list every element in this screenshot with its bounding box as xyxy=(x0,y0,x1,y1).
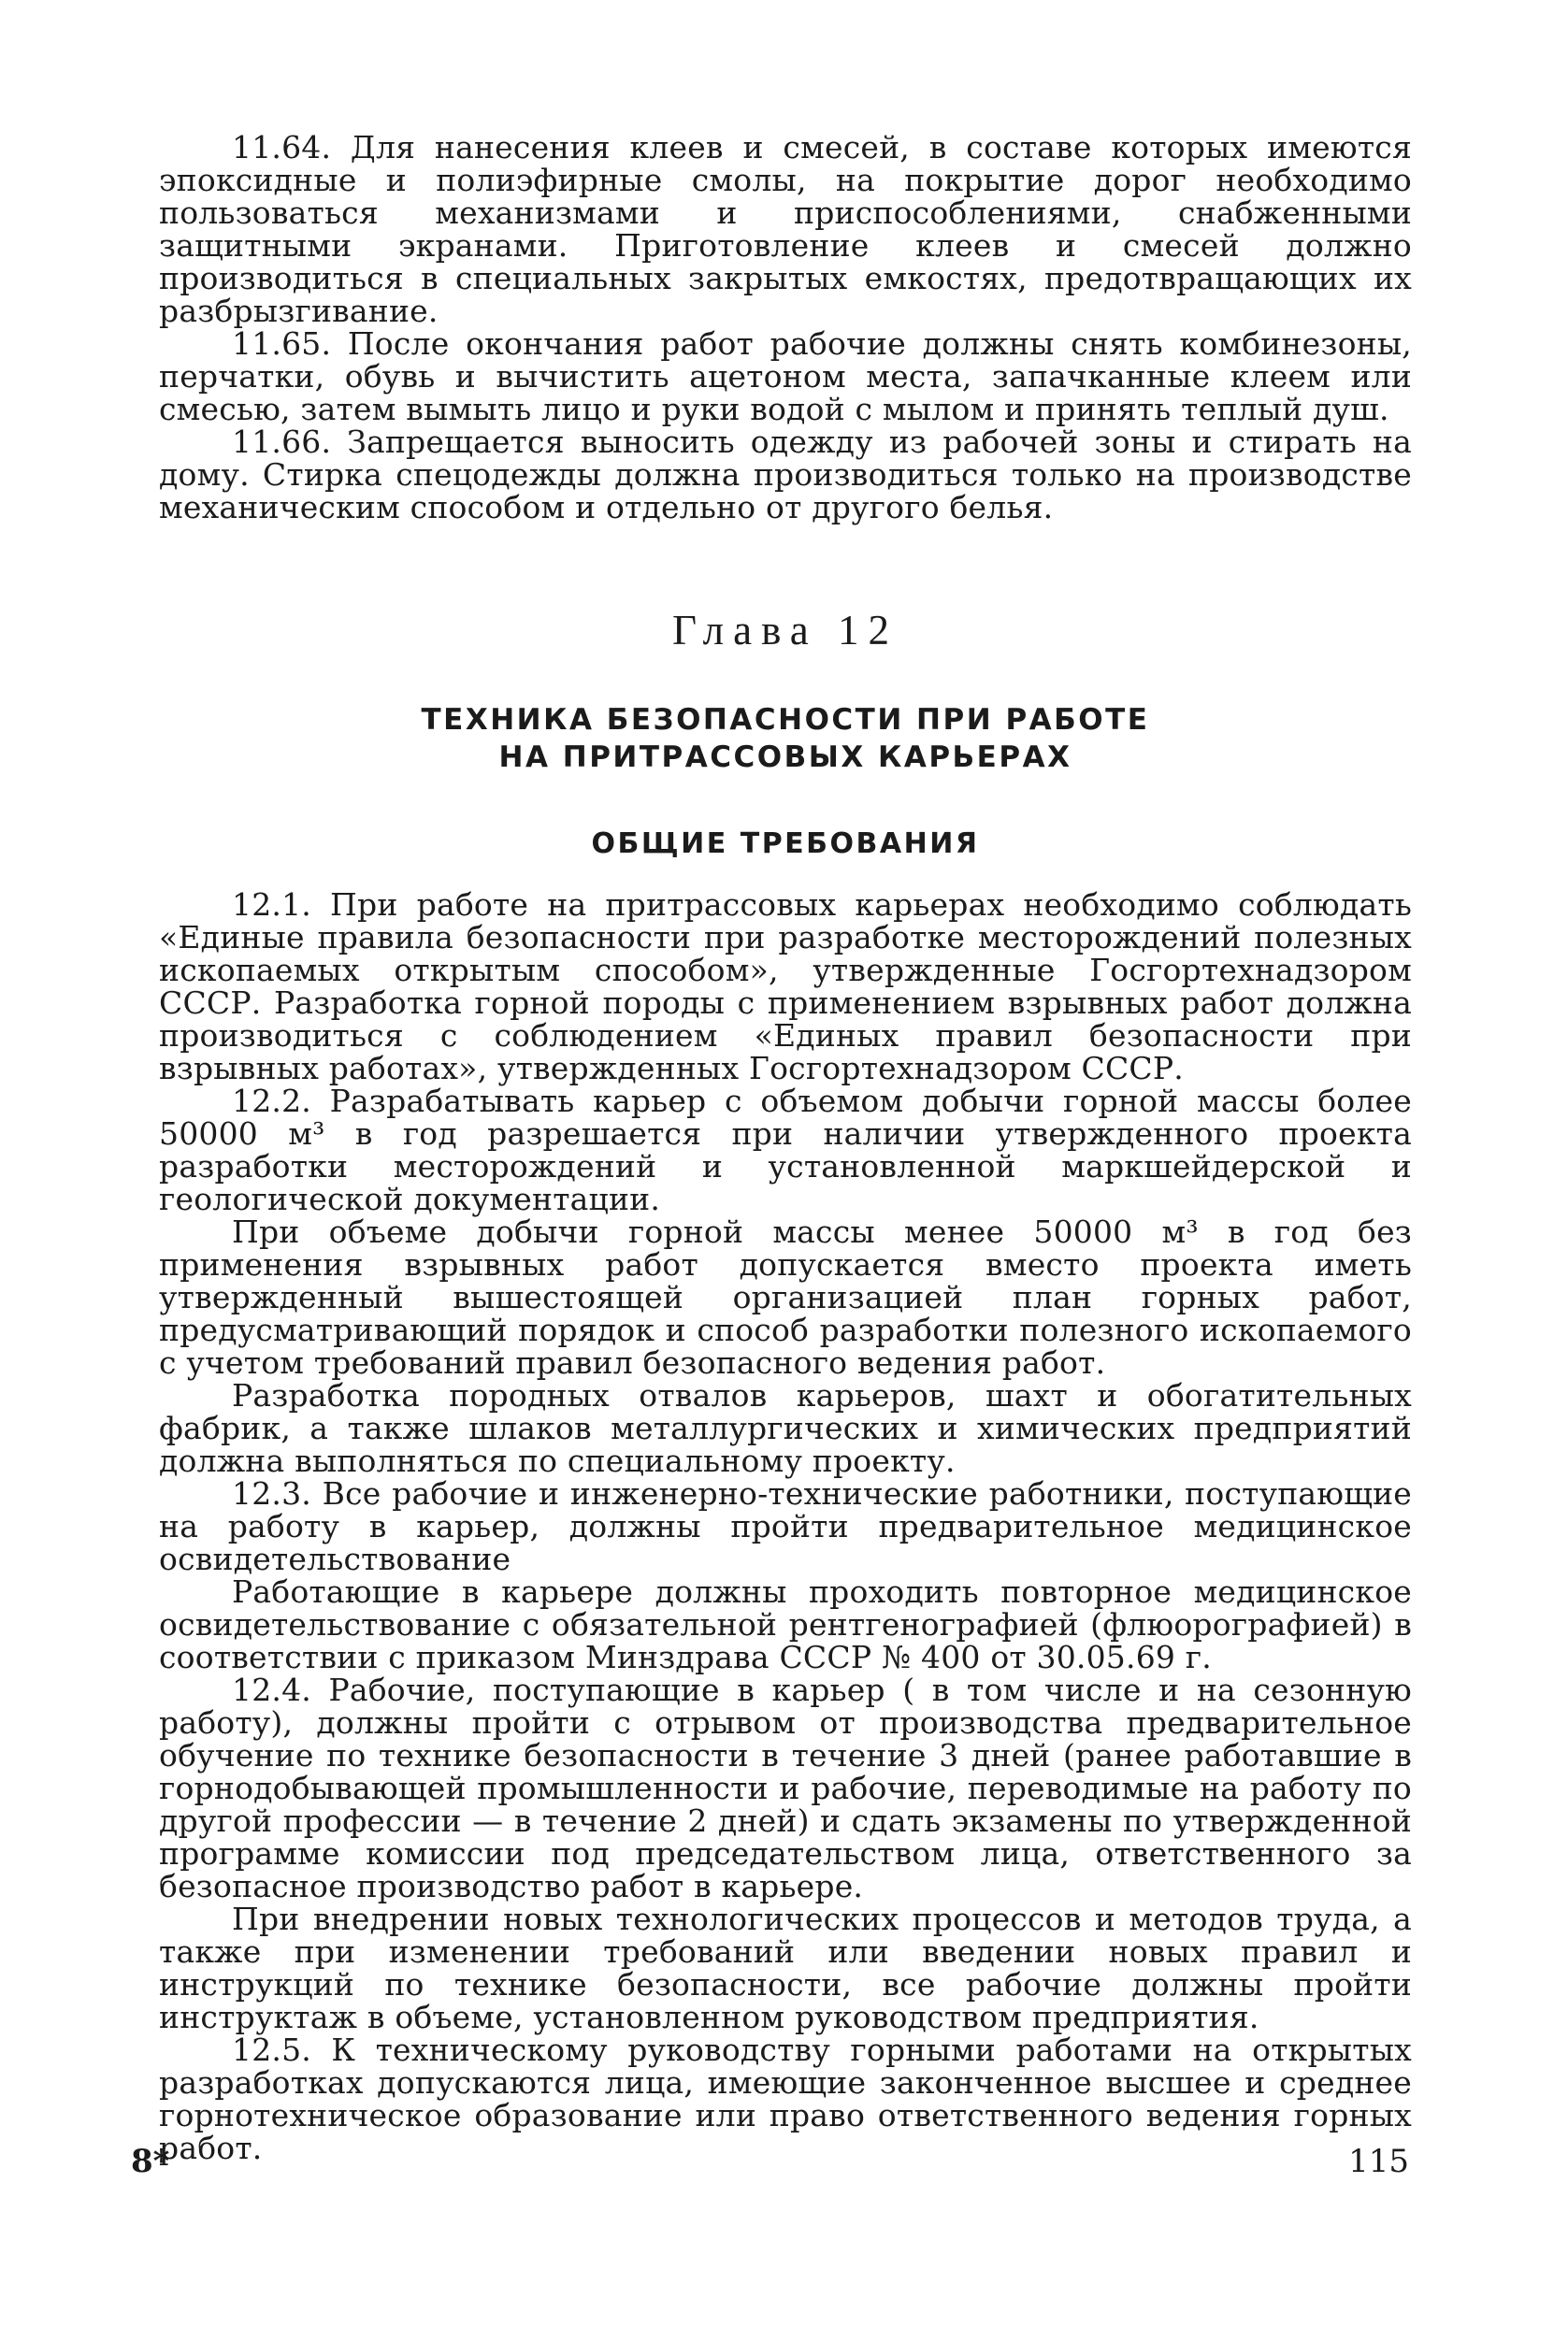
paragraph-12-5: 12.5. К техническому руководству горными работами на открытых разработках допускаются лица, имеющие законченное высшее и среднее горнотехническое образование или право ответственного ведения горных работ. xyxy=(159,2032,1412,2166)
signature-mark: 8* xyxy=(131,2143,170,2180)
paragraph-11-66: 11.66. Запрещается выносить одежду из рабочей зоны и стирать на дому. Стирка спецодежды должна производиться только на производстве механическим способом и отдельно от другого белья. xyxy=(159,424,1412,525)
paragraph-12-2-volume: При объеме добычи горной массы менее 50000 м³ в год без применения взрывных работ допускается вместо проекта иметь утвержденный вышестоящей организацией план горных работ, предусматривающий порядок и способ разработки полезного ископаемого с учетом требований правил безопасного ведения работ. xyxy=(159,1214,1412,1381)
chapter-title-line-2: НА ПРИТРАССОВЫХ КАРЬЕРАХ xyxy=(498,740,1072,774)
section-heading: ОБЩИЕ ТРЕБОВАНИЯ xyxy=(591,827,980,860)
paragraph-11-64: 11.64. Для нанесения клеев и смесей, в составе которых имеются эпоксидные и полиэфирные смолы, на покрытие дорог необходимо пользоваться механизмами и приспособлениями, снабженными защитными экранами. Приготовление клеев и смесей должно производиться в специальных закрытых емкостях, предотвращающих их разбрызгивание. xyxy=(159,129,1412,329)
paragraph-11-65: 11.65. После окончания работ рабочие должны снять комбинезоны, перчатки, обувь и вычистить ацетоном места, запачканные клеем или смесью, затем вымыть лицо и руки водой с мылом и принять теплый душ. xyxy=(159,325,1412,427)
section-12-body xyxy=(159,888,1412,2164)
paragraph-12-2-dumps: Разработка породных отвалов карьеров, шахт и обогатительных фабрик, а также шлаков металлургических и химических предприятий должна выполняться по специальному проекту. xyxy=(159,1377,1412,1479)
chapter-label: Глава 12 xyxy=(672,607,899,653)
section-11-end xyxy=(159,131,1412,524)
paragraph-12-3-repeat: Работающие в карьере должны проходить повторное медицинское освидетельствование с обязательной рентгенографией (флюорографией) в соответствии с приказом Минздрава СССР № 400 от 30.05.69 г. xyxy=(159,1573,1412,1675)
page-number: 115 xyxy=(1348,2143,1409,2180)
paragraph-12-2: 12.2. Разрабатывать карьер с объемом добычи горной массы более 50000 м³ в год разрешается при наличии утвержденного проекта разработки месторождений и установленной маркшейдерской и геологической документации. xyxy=(159,1083,1412,1217)
chapter-title xyxy=(159,701,1412,776)
paragraph-12-1: 12.1. При работе на притрассовых карьерах необходимо соблюдать «Единые правила безопасности при разработке месторождений полезных ископаемых открытым способом», утвержденные Госгортехнадзором СССР. Разработка горной породы с применением взрывных работ должна производиться с соблюдением «Единых правил безопасности при взрывных работах», утвержденных Госгортехнадзором СССР. xyxy=(159,886,1412,1086)
page-footer xyxy=(131,2143,1409,2180)
chapter-title-line-1: ТЕХНИКА БЕЗОПАСНОСТИ ПРИ РАБОТЕ xyxy=(421,703,1150,737)
paragraph-12-4-instruction: При внедрении новых технологических процессов и методов труда, а также при изменении требований или введении новых правил и инструкций по технике безопасности, все рабочие должны пройти инструктаж в объеме, установленном руководством предприятия. xyxy=(159,1901,1412,2035)
paragraph-12-3: 12.3. Все рабочие и инженерно-технические работники, поступающие на работу в карьер, должны пройти предварительное медицинское освидетельствование xyxy=(159,1475,1412,1577)
paragraph-12-4: 12.4. Рабочие, поступающие в карьер ( в том числе и на сезонную работу), должны пройти с отрывом от производства предварительное обучение по технике безопасности в течение 3 дней (ранее работавшие в горнодобывающей промышленности и рабочие, переводимые на работу по другой профессии — в течение 2 дней) и сдать экзамены по утвержденной программе комиссии под председательством лица, ответственного за безопасное производство работ в карьере. xyxy=(159,1672,1412,1904)
document-page xyxy=(159,131,1412,2164)
